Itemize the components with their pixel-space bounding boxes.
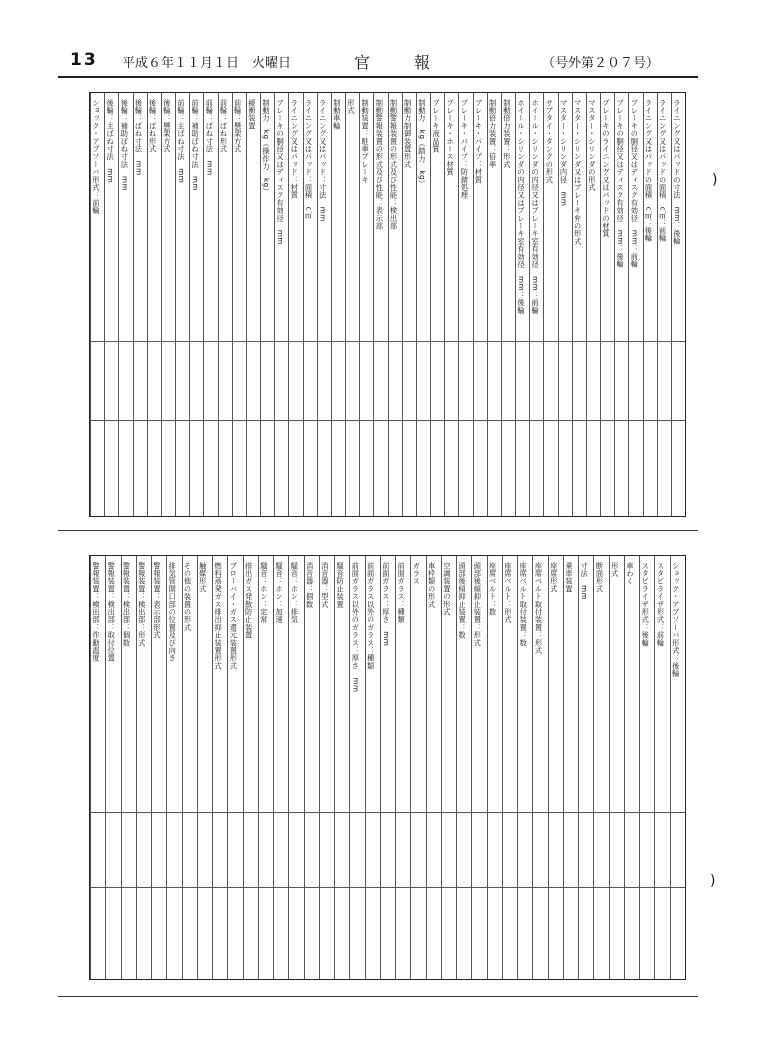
column-label: 前輪：ばね形式 [219, 99, 229, 153]
column-label: 緩衝装置 [247, 99, 257, 130]
form-column [600, 93, 615, 516]
form-column [558, 93, 573, 516]
form-column [487, 93, 502, 516]
column-label: 前輪：主ばね寸法 mm [177, 99, 186, 184]
column-label: 断面形式 [595, 562, 605, 593]
form-column [441, 556, 457, 979]
column-label: ブレーキ液品質 [432, 99, 441, 153]
form-column [395, 556, 411, 979]
form-column [317, 93, 332, 516]
form-column [654, 556, 670, 979]
form-column [203, 93, 218, 516]
column-label: 前面ガラス：厚さ mm [381, 562, 391, 647]
column-label: 車わく [625, 562, 635, 586]
column-label: 制動装置：駐車ブレーキ [361, 99, 371, 184]
form-column [151, 556, 167, 979]
form-column [90, 93, 105, 516]
column-label: ライニング又はパッド：面積 c㎡ [304, 99, 314, 219]
form-column [624, 556, 640, 979]
form-column [121, 556, 137, 979]
form-column [90, 556, 106, 979]
form-column [118, 93, 133, 516]
form-column [175, 93, 190, 516]
column-label: 前面ガラス：種類 [397, 562, 407, 624]
form-column [671, 93, 686, 516]
column-label: 制動倍力装置：倍率 [488, 99, 498, 169]
column-label: 騒音：ホン：排気 [290, 562, 300, 624]
form-column [628, 93, 643, 516]
issue-date: 平成６年１１月１日 火曜日 [122, 56, 292, 71]
column-label: ライニング又はパッド：寸法 mm [318, 99, 328, 222]
column-label: マスター・シリンダの形式 [587, 99, 597, 192]
form-column [365, 556, 381, 979]
column-label: 制動警報装置の形式及び性能：検出部 [389, 99, 399, 230]
column-label: 形式 [610, 562, 620, 578]
form-column [232, 93, 247, 516]
column-label: ライニング又はパッドの面積 c㎡：後輪 [644, 99, 654, 243]
column-label: 寸法 mm [580, 562, 590, 601]
column-label: ホイール・シリンダの内径又はブレーキ室有効径 mm：後輪 [517, 99, 526, 315]
form-column [197, 556, 213, 979]
column-label: 燃料蒸発ガス排出抑止装置形式 [214, 562, 224, 670]
column-label: 前輪：補助ばね寸法 mm [191, 99, 201, 192]
column-label: 座席ベルト：数 [488, 562, 498, 616]
lower-form-table [89, 555, 686, 980]
form-column [161, 93, 176, 516]
form-column [402, 93, 417, 516]
form-column [388, 93, 403, 516]
form-column [304, 556, 320, 979]
upper-form-table [89, 92, 686, 517]
bottom-rule [58, 996, 698, 997]
form-column [458, 93, 473, 516]
column-label: ブレーキの胴径又はディスク有効径 mm [276, 99, 286, 245]
form-column [657, 93, 672, 516]
column-label: 騒音：ホン：定常 [259, 562, 269, 624]
form-column [543, 93, 558, 516]
column-label: ライニング又はパッドの寸法 mm：後輪 [672, 99, 682, 245]
column-label: ブレーキの胴径又はディスク有効径 mm：後輪 [616, 99, 626, 269]
column-label: 前面ガラス以外のガラス：種類 [366, 562, 376, 670]
form-column [548, 556, 564, 979]
form-column [578, 556, 594, 979]
column-label: 警報装置：検出部：作動温度 [92, 562, 101, 663]
form-column [515, 93, 530, 516]
column-label: ブレーキ・ホース材質 [446, 99, 456, 176]
form-column [133, 93, 148, 516]
column-label: 警報装置：表示部形式 [153, 562, 163, 639]
right-margin-mark: ) [710, 873, 716, 889]
column-label: 乗車装置 [564, 562, 574, 593]
column-label: ブレーキ・パイプ：防錆処理 [460, 99, 470, 200]
column-label: 警報装置：検出部：形式 [137, 562, 147, 647]
form-column [639, 556, 655, 979]
column-label: 後輪：ばね形式 [148, 99, 158, 153]
form-column [303, 93, 318, 516]
column-label: 空調装置の形式 [442, 562, 452, 616]
form-column [260, 93, 275, 516]
form-column [487, 556, 503, 979]
page-header [64, 50, 692, 72]
form-column [273, 556, 289, 979]
right-margin-mark: ) [712, 172, 718, 188]
header-rule [58, 76, 698, 78]
column-label: 前面ガラス以外のガラス：厚さ mm [351, 562, 361, 693]
column-label: 警報装置：検出部：個数 [122, 562, 132, 647]
column-label: 後輪：補助ばね寸法 mm [120, 99, 130, 192]
column-label: 制動車輪 [332, 99, 342, 130]
form-column [288, 93, 303, 516]
form-column [349, 556, 365, 979]
column-label: 座席ベルト取付装置：形式 [534, 562, 544, 655]
form-column [212, 556, 228, 979]
form-column [105, 556, 121, 979]
form-column [104, 93, 119, 516]
form-column [246, 93, 261, 516]
column-label: 形式 [347, 99, 356, 115]
form-column [609, 556, 625, 979]
gazette-title: 官 報 [354, 53, 445, 72]
column-label: 後輪：ばね寸法 mm [134, 99, 144, 176]
column-label: 後輪：主ばね寸法 mm [106, 99, 116, 184]
form-column [444, 93, 459, 516]
column-label: 触媒形式 [198, 562, 208, 593]
form-column [218, 93, 233, 516]
form-column [473, 93, 488, 516]
form-column [331, 93, 346, 516]
form-column [359, 93, 374, 516]
form-column [274, 93, 289, 516]
form-column [147, 93, 162, 516]
form-column [410, 556, 426, 979]
form-column [166, 556, 182, 979]
column-label: 警報装置：検出部：取付位置 [107, 562, 117, 663]
page-number: 13 [70, 50, 98, 70]
column-label: 騒音：ホン：加速 [275, 562, 285, 624]
form-column [517, 556, 533, 979]
form-column [345, 93, 360, 516]
column-label: ホイール・シリンダの内径又はブレーキ室有効径 mm：前輪 [531, 99, 541, 315]
column-label: ブレーキのライニング又はパッドの材質 [602, 99, 611, 238]
form-column [227, 556, 243, 979]
form-column [380, 556, 396, 979]
form-column [593, 556, 609, 979]
form-column [430, 93, 445, 516]
form-column [670, 556, 686, 979]
form-column [416, 93, 431, 516]
form-column [189, 93, 204, 516]
column-label: 座席ベルト取付装置：数 [519, 562, 529, 647]
column-label: サブタイ・タンクの形式 [545, 99, 555, 184]
form-column [502, 556, 518, 979]
column-label: ブレーキ・パイプ：材質 [474, 99, 484, 184]
form-column [136, 556, 152, 979]
column-label: 騒音防止装置 [336, 562, 346, 609]
column-label: 制動力 kg（操作力 kg） [262, 99, 271, 196]
column-label: 後輪：懸架方式 [162, 99, 172, 153]
edition-number: （号外第２０７号） [542, 56, 660, 71]
column-label: 座席形式 [549, 562, 559, 593]
form-column [614, 93, 629, 516]
column-label: 制動倍力装置：形式 [502, 99, 512, 169]
column-label: 制動力制御装置形式 [403, 99, 413, 169]
column-label: ライニング又はパッド：材質 [290, 99, 300, 200]
form-column [334, 556, 350, 979]
column-label: ショック・アブソーバ形式：前輪 [92, 99, 101, 215]
form-column [643, 93, 658, 516]
column-label: 消音器：型式 [320, 562, 330, 609]
column-label: スタビライザ形式：後輪 [641, 562, 651, 647]
form-column [563, 556, 579, 979]
form-column [586, 93, 601, 516]
column-label: 前輪：懸架方式 [233, 99, 243, 153]
column-label: 座席ベルト：形式 [503, 562, 513, 624]
form-column [319, 556, 335, 979]
form-column [456, 556, 472, 979]
form-column [258, 556, 274, 979]
column-label: スタビライザ形式：前輪 [656, 562, 666, 647]
column-label: 頭部後傾抑止装置：数 [458, 562, 468, 639]
form-column [529, 93, 544, 516]
column-label: ライニング又はパッドの面積 c㎡：前輪 [658, 99, 668, 243]
column-label: ブレーキの胴径又はディスク有効径 mm：前輪 [630, 99, 640, 269]
column-label: ガラス [412, 562, 422, 586]
form-column [243, 556, 259, 979]
form-column [501, 93, 516, 516]
form-column [182, 556, 198, 979]
column-label: その他の装置の形式 [183, 562, 193, 632]
column-label: 前輪：ばね寸法 mm [205, 99, 215, 176]
column-label: ショック・アブソーバ形式：後輪 [671, 562, 681, 678]
column-label: 制動警報装置の形式及び性能：表示部 [375, 99, 385, 230]
column-label: マスター・シリンダ又はブレーキ弁の形式 [573, 99, 583, 246]
column-label: 車枠類の形式 [427, 562, 437, 609]
section-divider [58, 530, 698, 531]
column-label: 頭部後傾抑止装置：形式 [473, 562, 483, 647]
form-column [471, 556, 487, 979]
column-label: 排気管開口部の位置及び向き [168, 562, 178, 663]
column-label: ブローバイ・ガス還元装置形式 [229, 562, 239, 670]
form-column [288, 556, 304, 979]
form-column [373, 93, 388, 516]
form-column [426, 556, 442, 979]
column-label: 制動力 kg（踏力 kg） [417, 99, 427, 188]
column-label: マスター・シリンダ内径 mm [559, 99, 569, 207]
column-label: 消音器：個数 [305, 562, 315, 609]
form-column [572, 93, 587, 516]
form-column [532, 556, 548, 979]
column-label: 排出ガス発散防止装置 [244, 562, 254, 639]
